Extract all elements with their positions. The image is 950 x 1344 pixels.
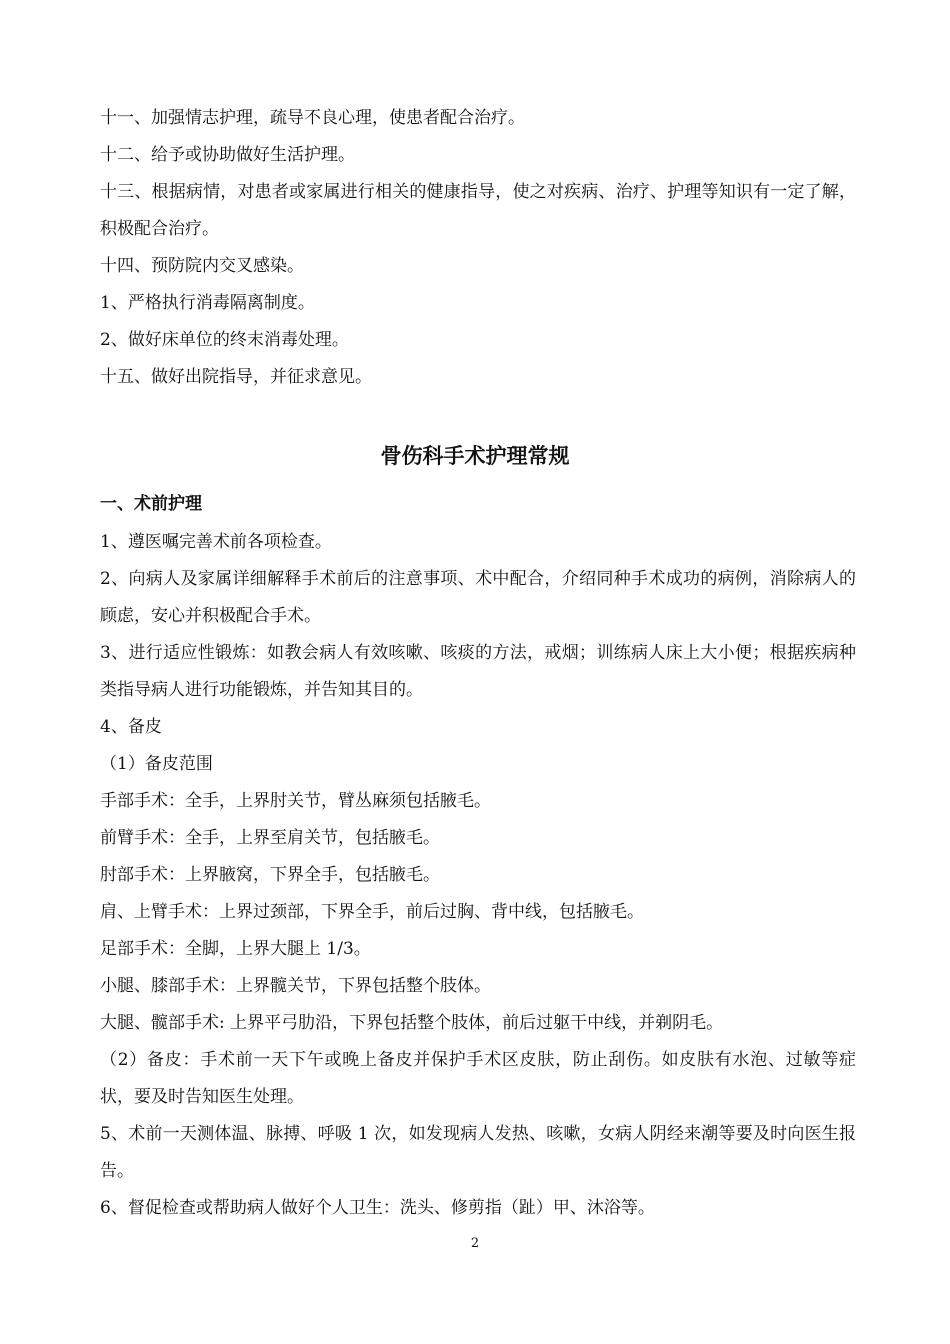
paragraph-item-12: 十二、给予或协助做好生活护理。 [100, 145, 355, 165]
paragraph-thigh-hip-surgery: 大腿、髋部手术: 上界平弓肋沿，下界包括整个肢体，前后过躯干中线，并剃阴毛。 [100, 1013, 724, 1033]
paragraph-pre-op-5: 5、术前一天测体温、脉搏、呼吸 1 次，如发现病人发热、咳嗽，女病人阴经来潮等要及时向医生报告。 [100, 1124, 856, 1181]
paragraph-forearm-surgery: 前臂手术：全手，上界至肩关节，包括腋毛。 [100, 828, 440, 848]
paragraph-pre-op-2: 2、向病人及家属详细解释手术前后的注意事项、术中配合，介绍同种手术成功的病例，消除病人的顾虑，安心并积极配合手术。 [100, 569, 856, 626]
paragraph-item-14-2: 2、做好床单位的终末消毒处理。 [100, 330, 349, 350]
paragraph-leg-knee-surgery: 小腿、膝部手术：上界髋关节，下界包括整个肢体。 [100, 976, 491, 996]
paragraph-item-11: 十一、加强情志护理，疏导不良心理，使患者配合治疗。 [100, 108, 525, 128]
subsection-heading: 一、术前护理 [100, 494, 202, 514]
paragraph-hand-surgery: 手部手术：全手，上界肘关节，臂丛麻须包括腋毛。 [100, 791, 491, 811]
paragraph-item-13: 十三、根据病情，对患者或家属进行相关的健康指导，使之对疾病、治疗、护理等知识有一定了解，积极配合治疗。 [100, 182, 856, 239]
paragraph-pre-op-3: 3、进行适应性锻炼：如教会病人有效咳嗽、咳痰的方法，戒烟；训练病人床上大小便；根据疾病种类指导病人进行功能锻炼，并告知其目的。 [100, 643, 856, 700]
paragraph-skin-prep-range: （1）备皮范围 [100, 754, 213, 774]
paragraph-item-15: 十五、做好出院指导，并征求意见。 [100, 367, 372, 387]
section-title: 骨伤科手术护理常规 [380, 443, 570, 468]
page-number: 2 [470, 1236, 480, 1251]
paragraph-pre-op-4: 4、备皮 [100, 717, 162, 737]
paragraph-foot-surgery: 足部手术：全脚，上界大腿上 1/3。 [100, 939, 371, 959]
paragraph-skin-prep: （2）备皮：手术前一天下午或晚上备皮并保护手术区皮肤，防止刮伤。如皮肤有水泡、过敏等症状，要及时告知医生处理。 [100, 1050, 856, 1107]
paragraph-pre-op-6: 6、督促检查或帮助病人做好个人卫生：洗头、修剪指（趾）甲、沐浴等。 [100, 1198, 655, 1218]
paragraph-pre-op-1: 1、遵医嘱完善术前各项检查。 [100, 532, 332, 552]
paragraph-shoulder-surgery: 肩、上臂手术：上界过颈部，下界全手，前后过胸、背中线，包括腋毛。 [100, 902, 644, 922]
paragraph-elbow-surgery: 肘部手术：上界腋窝，下界全手，包括腋毛。 [100, 865, 440, 885]
paragraph-item-14: 十四、预防院内交叉感染。 [100, 256, 304, 276]
paragraph-item-14-1: 1、严格执行消毒隔离制度。 [100, 293, 315, 313]
